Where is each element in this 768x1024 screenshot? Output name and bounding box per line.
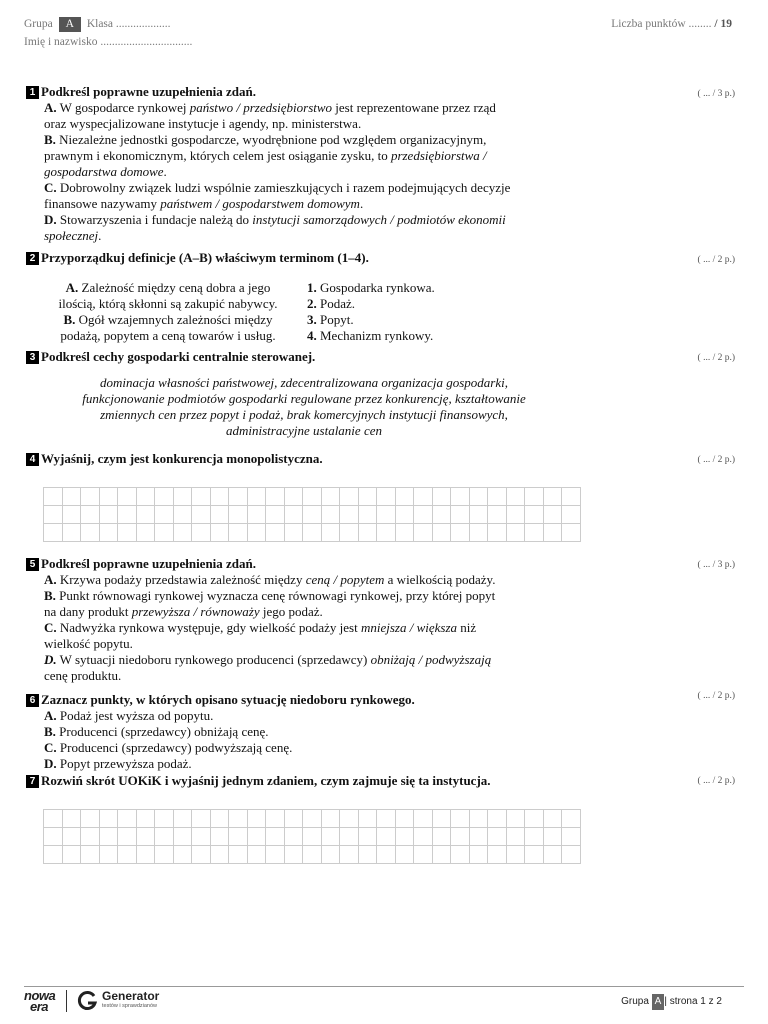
item-text: podażą, popytem a ceną towarów i usług.: [60, 328, 276, 343]
item-options: państwem / gospodarstwem domowym: [160, 196, 360, 211]
points-slot: ( ... / 3 p.): [697, 560, 735, 570]
grid-cell[interactable]: [284, 810, 303, 828]
grid-cell[interactable]: [340, 524, 359, 542]
grid-cell[interactable]: [340, 810, 359, 828]
grid-cell[interactable]: [173, 828, 192, 846]
grid-cell[interactable]: [99, 810, 118, 828]
grid-cell[interactable]: [543, 810, 562, 828]
question-number: 7: [26, 775, 39, 788]
grid-cell[interactable]: [229, 828, 248, 846]
grid-cell[interactable]: [192, 506, 211, 524]
grid-cell[interactable]: [210, 506, 229, 524]
item-text: a wielkością podaży.: [387, 572, 496, 587]
grid-cell[interactable]: [173, 846, 192, 864]
grid-cell[interactable]: [99, 524, 118, 542]
grid-cell[interactable]: [414, 828, 433, 846]
item-text: Dobrowolny związek ludzi wspólnie zamieszkujących i razem podejmujących decyzje: [59, 180, 511, 195]
grid-cell[interactable]: [44, 524, 63, 542]
grid-cell[interactable]: [488, 488, 507, 506]
question-number: 3: [26, 351, 39, 364]
item-text: Punkt równowagi rynkowej wyznacza cenę równowagi rynkowej, przy której popyt: [59, 588, 496, 603]
grid-cell[interactable]: [543, 488, 562, 506]
answer-grid[interactable]: [43, 809, 581, 864]
grid-cell[interactable]: [44, 810, 63, 828]
grid-cell[interactable]: [136, 524, 155, 542]
item-text: Krzywa podaży przedstawia zależność między: [59, 572, 303, 587]
grid-cell[interactable]: [62, 524, 81, 542]
grid-cell[interactable]: [525, 488, 544, 506]
grid-cell[interactable]: [247, 810, 266, 828]
points-slot: ( ... / 2 p.): [697, 455, 735, 465]
question-number: 5: [26, 558, 39, 571]
grid-cell[interactable]: [192, 846, 211, 864]
item-text: finansowe nazywamy: [44, 196, 157, 211]
grid-cell[interactable]: [247, 506, 266, 524]
grid-cell[interactable]: [340, 506, 359, 524]
grid-cell[interactable]: [155, 488, 174, 506]
grid-cell[interactable]: [266, 488, 285, 506]
grid-cell[interactable]: [99, 828, 118, 846]
grid-cell[interactable]: [81, 828, 100, 846]
grid-cell[interactable]: [62, 846, 81, 864]
item-label: A.: [44, 100, 57, 115]
item-text: prawnym i ekonomicznym, których celem jest osiąganie zysku, to: [44, 148, 388, 163]
question-number: 2: [26, 252, 39, 265]
grid-cell[interactable]: [266, 506, 285, 524]
grid-cell[interactable]: [192, 828, 211, 846]
grid-cell[interactable]: [432, 810, 451, 828]
item-label: C.: [44, 180, 57, 195]
question-title: Podkreśl poprawne uzupełnienia zdań.: [41, 556, 257, 571]
grid-cell[interactable]: [358, 524, 377, 542]
grid-cell[interactable]: [303, 846, 322, 864]
grid-cell[interactable]: [136, 828, 155, 846]
grid-cell[interactable]: [118, 488, 137, 506]
points-slot: ( ... / 2 p.): [697, 353, 735, 363]
question-3: [26, 349, 315, 365]
grid-cell[interactable]: [543, 506, 562, 524]
q1-items: A. W gospodarce rynkowej państwo / przedsiębiorstwo jest reprezentowane przez rząd oraz wyspecjalizowane instytucje i agendy, np. ministerstwa. B. Niezależne jednostki gospodarcze, wyodrębnione pod względem organizacyjnym, prawnym i ekonomicznym, których celem jest osiąganie zysku, to przedsiębiorstwa / gospodarstwa domowe. C. Dobrowolny związek ludzi wspólnie zamieszkujących i razem podejmujących decyzje finansowe nazywamy państwem / gospodarstwem domowym. D. Stowarzyszenia i fundacje należą do instytucji samorządowych / podmiotów ekonomii społecznej.: [26, 100, 546, 244]
grid-cell[interactable]: [155, 506, 174, 524]
grid-cell[interactable]: [303, 506, 322, 524]
grid-cell[interactable]: [192, 488, 211, 506]
grid-cell[interactable]: [469, 506, 488, 524]
points-summary: [611, 16, 732, 32]
term-item: 2. Podaż.: [307, 296, 356, 311]
grid-cell[interactable]: [469, 846, 488, 864]
grid-cell[interactable]: [469, 488, 488, 506]
points-slot: ( ... / 2 p.): [697, 255, 735, 265]
grid-cell[interactable]: [266, 524, 285, 542]
grid-cell[interactable]: [414, 488, 433, 506]
q5-items: [26, 572, 556, 684]
grid-cell[interactable]: [173, 810, 192, 828]
grid-cell[interactable]: [432, 524, 451, 542]
grid-cell[interactable]: [488, 506, 507, 524]
item-text: W gospodarce rynkowej: [59, 100, 187, 115]
grid-cell[interactable]: [562, 810, 581, 828]
grid-cell[interactable]: [340, 828, 359, 846]
word-bank-line: funkcjonowanie podmiotów gospodarki regulowane przez konkurencję, kształtowanie: [82, 391, 526, 406]
grid-cell[interactable]: [321, 810, 340, 828]
grid-cell[interactable]: [81, 810, 100, 828]
grid-cell[interactable]: [414, 810, 433, 828]
grid-cell[interactable]: [562, 846, 581, 864]
grid-cell[interactable]: [136, 846, 155, 864]
grid-cell[interactable]: [284, 846, 303, 864]
grid-cell[interactable]: [506, 846, 525, 864]
grid-cell[interactable]: [210, 810, 229, 828]
grid-cell[interactable]: [543, 846, 562, 864]
grid-cell[interactable]: [395, 828, 414, 846]
grid-cell[interactable]: [488, 846, 507, 864]
grid-cell[interactable]: [118, 846, 137, 864]
grid-cell[interactable]: [525, 828, 544, 846]
grid-cell[interactable]: [229, 506, 248, 524]
grid-cell[interactable]: [451, 506, 470, 524]
item-options: ceną / popytem: [305, 572, 385, 587]
term-item: 3. Popyt.: [307, 312, 354, 327]
grid-cell[interactable]: [303, 524, 322, 542]
grid-cell[interactable]: [506, 828, 525, 846]
points-slot: ( ... / 2 p.): [697, 691, 735, 701]
grid-cell[interactable]: [506, 488, 525, 506]
grid-cell[interactable]: [469, 524, 488, 542]
grid-cell[interactable]: [562, 506, 581, 524]
grid-cell[interactable]: [395, 524, 414, 542]
word-bank-line: zmiennych cen przez popyt i podaż, brak komercyjnych instytucji finansowych,: [100, 407, 508, 422]
question-title: Podkreśl cechy gospodarki centralnie sterowanej.: [41, 349, 316, 364]
item-text: niż: [460, 620, 477, 635]
grid-cell[interactable]: [210, 488, 229, 506]
grid-cell[interactable]: [321, 506, 340, 524]
grid-cell[interactable]: [525, 846, 544, 864]
item-text: wielkość popytu.: [44, 636, 133, 651]
option-item[interactable]: D. Popyt przewyższa podaż.: [44, 756, 192, 771]
question-number: 4: [26, 453, 39, 466]
grid-cell[interactable]: [451, 488, 470, 506]
grid-cell[interactable]: [321, 846, 340, 864]
item-options: społecznej: [44, 228, 99, 243]
grid-cell[interactable]: [395, 488, 414, 506]
grid-cell[interactable]: [229, 488, 248, 506]
grid-cell[interactable]: [210, 846, 229, 864]
grid-cell[interactable]: [321, 524, 340, 542]
grid-cell[interactable]: [506, 524, 525, 542]
group-badge: A: [59, 17, 81, 32]
item-text: Ogół wzajemnych zależności między: [78, 312, 273, 327]
item-label: B.: [44, 132, 56, 147]
question-title: Podkreśl poprawne uzupełnienia zdań.: [41, 84, 257, 99]
item-options: przedsiębiorstwa /: [390, 148, 487, 163]
q3-word-bank: [40, 375, 568, 439]
grid-cell[interactable]: [173, 488, 192, 506]
question-1: [26, 84, 546, 244]
grid-cell[interactable]: [81, 506, 100, 524]
item-options: obniżają / podwyższają: [370, 652, 492, 667]
grid-cell[interactable]: [284, 828, 303, 846]
item-label: D.: [44, 652, 57, 667]
points-label: Liczba punktów ........: [611, 18, 712, 30]
grid-cell[interactable]: [340, 488, 359, 506]
grid-cell[interactable]: [358, 506, 377, 524]
question-6: [26, 692, 556, 772]
question-title: Zaznacz punkty, w których opisano sytuację niedoboru rynkowego.: [41, 692, 415, 707]
grid-cell[interactable]: [247, 846, 266, 864]
grid-cell[interactable]: [451, 810, 470, 828]
grid-cell[interactable]: [284, 506, 303, 524]
generator-g-icon: [76, 990, 98, 1012]
question-title: Wyjaśnij, czym jest konkurencja monopolistyczna.: [41, 451, 323, 466]
question-number: 6: [26, 694, 39, 707]
grid-cell[interactable]: [229, 846, 248, 864]
word-bank-line: dominacja własności państwowej, zdecentralizowana organizacja gospodarki,: [100, 375, 508, 390]
grid-cell[interactable]: [229, 524, 248, 542]
grid-cell[interactable]: [136, 506, 155, 524]
name-field: Imię i nazwisko ................................: [24, 36, 193, 48]
grid-cell[interactable]: [562, 828, 581, 846]
item-text: ilością, którą skłonni są zakupić nabywcy.: [58, 296, 278, 311]
grid-cell[interactable]: [525, 810, 544, 828]
grid-cell[interactable]: [62, 506, 81, 524]
grid-cell[interactable]: [358, 846, 377, 864]
grid-cell[interactable]: [81, 524, 100, 542]
item-text: na dany produkt: [44, 604, 129, 619]
q2-definitions: [42, 280, 294, 344]
grid-cell[interactable]: [414, 506, 433, 524]
footer-page-number: strona 1 z 2: [669, 996, 722, 1007]
grid-cell[interactable]: [192, 810, 211, 828]
grid-cell[interactable]: [377, 828, 396, 846]
grid-cell[interactable]: [321, 828, 340, 846]
header-group: [24, 16, 171, 32]
grid-cell[interactable]: [562, 524, 581, 542]
grid-cell[interactable]: [525, 506, 544, 524]
term-item: 1. Gospodarka rynkowa.: [307, 280, 435, 295]
grid-cell[interactable]: [118, 828, 137, 846]
points-total: / 19: [714, 18, 732, 30]
footer-divider: [24, 986, 744, 987]
grid-cell[interactable]: [44, 828, 63, 846]
item-text: jego podaż.: [262, 604, 323, 619]
grid-cell[interactable]: [432, 506, 451, 524]
item-text: Zależność między ceną dobra a jego: [81, 280, 271, 295]
grid-cell[interactable]: [451, 828, 470, 846]
item-options: państwo / przedsiębiorstwo: [189, 100, 333, 115]
question-7: [26, 773, 491, 789]
question-2: [26, 250, 369, 266]
question-4: [26, 451, 323, 467]
grid-cell[interactable]: [192, 524, 211, 542]
grid-cell[interactable]: [488, 524, 507, 542]
grid-cell[interactable]: [377, 488, 396, 506]
grid-cell[interactable]: [99, 506, 118, 524]
question-number: 1: [26, 86, 39, 99]
grid-cell[interactable]: [377, 524, 396, 542]
item-options: gospodarstwa domowe: [44, 164, 164, 179]
grid-cell[interactable]: [266, 846, 285, 864]
points-slot: ( ... / 2 p.): [697, 776, 735, 786]
grid-cell[interactable]: [136, 488, 155, 506]
grid-cell[interactable]: [432, 488, 451, 506]
grid-cell[interactable]: [451, 846, 470, 864]
footer-group-badge: A: [652, 994, 665, 1010]
grid-cell[interactable]: [210, 524, 229, 542]
grid-cell[interactable]: [358, 828, 377, 846]
item-text: Niezależne jednostki gospodarcze, wyodrębnione pod względem organizacyjnym,: [59, 132, 487, 147]
item-label: D.: [44, 212, 57, 227]
nowa-era-logo: nowa era: [24, 988, 56, 1014]
footer-group-label: Grupa: [621, 996, 649, 1007]
grid-cell[interactable]: [432, 828, 451, 846]
grid-cell[interactable]: [358, 488, 377, 506]
grid-cell[interactable]: [303, 488, 322, 506]
grid-cell[interactable]: [414, 524, 433, 542]
item-label: A.: [65, 280, 79, 295]
grid-cell[interactable]: [155, 828, 174, 846]
grid-cell[interactable]: [469, 828, 488, 846]
grid-cell[interactable]: [266, 828, 285, 846]
grid-cell[interactable]: [562, 488, 581, 506]
grid-cell[interactable]: [44, 488, 63, 506]
grid-cell[interactable]: [118, 524, 137, 542]
grid-cell[interactable]: [543, 828, 562, 846]
grid-cell[interactable]: [62, 488, 81, 506]
item-options: przewyższa / równoważy: [131, 604, 260, 619]
grid-cell[interactable]: [303, 828, 322, 846]
grid-cell[interactable]: [81, 846, 100, 864]
item-text: oraz wyspecjalizowane instytucje i agendy, np. ministerstwa.: [44, 116, 362, 131]
question-title: Przyporządkuj definicje (A–B) właściwym terminom (1–4).: [41, 250, 369, 265]
item-text: cenę produktu.: [44, 668, 122, 683]
grid-cell[interactable]: [247, 828, 266, 846]
grid-cell[interactable]: [488, 828, 507, 846]
grid-cell[interactable]: [414, 846, 433, 864]
item-options: mniejsza / większa: [360, 620, 458, 635]
answer-grid[interactable]: [43, 487, 581, 542]
question-title: Rozwiń skrót UOKiK i wyjaśnij jednym zdaniem, czym zajmuje się ta instytucja.: [41, 773, 491, 788]
grid-cell[interactable]: [543, 524, 562, 542]
grid-cell[interactable]: [321, 488, 340, 506]
grid-cell[interactable]: [284, 488, 303, 506]
grid-cell[interactable]: [81, 488, 100, 506]
grid-cell[interactable]: [62, 828, 81, 846]
grid-cell[interactable]: [62, 810, 81, 828]
grid-cell[interactable]: [229, 810, 248, 828]
option-item[interactable]: A. Podaż jest wyższa od popytu.: [44, 708, 214, 723]
grid-cell[interactable]: [358, 810, 377, 828]
grid-cell[interactable]: [377, 810, 396, 828]
grid-cell[interactable]: [377, 846, 396, 864]
item-text: Nadwyżka rynkowa występuje, gdy wielkość podaży jest: [59, 620, 358, 635]
grid-cell[interactable]: [155, 524, 174, 542]
word-bank-line: administracyjne ustalanie cen: [226, 423, 382, 438]
grid-cell[interactable]: [506, 506, 525, 524]
grid-cell[interactable]: [173, 506, 192, 524]
class-field: Klasa ...................: [86, 18, 171, 30]
grid-cell[interactable]: [118, 506, 137, 524]
grid-cell[interactable]: [432, 846, 451, 864]
item-label: A.: [44, 572, 57, 587]
item-text: Stowarzyszenia i fundacje należą do: [59, 212, 250, 227]
item-text: W sytuacji niedoboru rynkowego producenci (sprzedawcy): [59, 652, 368, 667]
item-label: C.: [44, 620, 57, 635]
grid-cell[interactable]: [377, 506, 396, 524]
grid-cell[interactable]: [303, 810, 322, 828]
grid-cell[interactable]: [155, 810, 174, 828]
grid-cell[interactable]: [266, 810, 285, 828]
grid-cell[interactable]: [44, 846, 63, 864]
logo-divider: [66, 990, 67, 1012]
grid-cell[interactable]: [247, 488, 266, 506]
grid-cell[interactable]: [506, 810, 525, 828]
grid-cell[interactable]: [136, 810, 155, 828]
group-label: Grupa: [24, 18, 53, 30]
grid-cell[interactable]: [525, 524, 544, 542]
grid-cell[interactable]: [99, 488, 118, 506]
q2-terms: [307, 280, 435, 344]
grid-cell[interactable]: [395, 810, 414, 828]
grid-cell[interactable]: [340, 846, 359, 864]
grid-cell[interactable]: [451, 524, 470, 542]
term-item: 4. Mechanizm rynkowy.: [307, 328, 434, 343]
item-options: instytucji samorządowych / podmiotów ekonomii: [252, 212, 506, 227]
grid-cell[interactable]: [395, 506, 414, 524]
grid-cell[interactable]: [173, 524, 192, 542]
footer-page-info: Grupa A | strona 1 z 2: [621, 994, 722, 1010]
grid-cell[interactable]: [155, 846, 174, 864]
points-slot: ( ... / 3 p.): [697, 89, 735, 99]
question-5: [26, 556, 556, 684]
grid-cell[interactable]: [44, 506, 63, 524]
item-label: B.: [63, 312, 76, 327]
option-item[interactable]: C. Producenci (sprzedawcy) podwyższają cenę.: [44, 740, 293, 755]
grid-cell[interactable]: [284, 524, 303, 542]
grid-cell[interactable]: [99, 846, 118, 864]
grid-cell[interactable]: [247, 524, 266, 542]
item-text: jest reprezentowane przez rząd: [335, 100, 496, 115]
grid-cell[interactable]: [210, 828, 229, 846]
item-label: B.: [44, 588, 56, 603]
grid-cell[interactable]: [395, 846, 414, 864]
grid-cell[interactable]: [118, 810, 137, 828]
grid-cell[interactable]: [469, 810, 488, 828]
grid-cell[interactable]: [488, 810, 507, 828]
option-item[interactable]: B. Producenci (sprzedawcy) obniżają cenę.: [44, 724, 269, 739]
